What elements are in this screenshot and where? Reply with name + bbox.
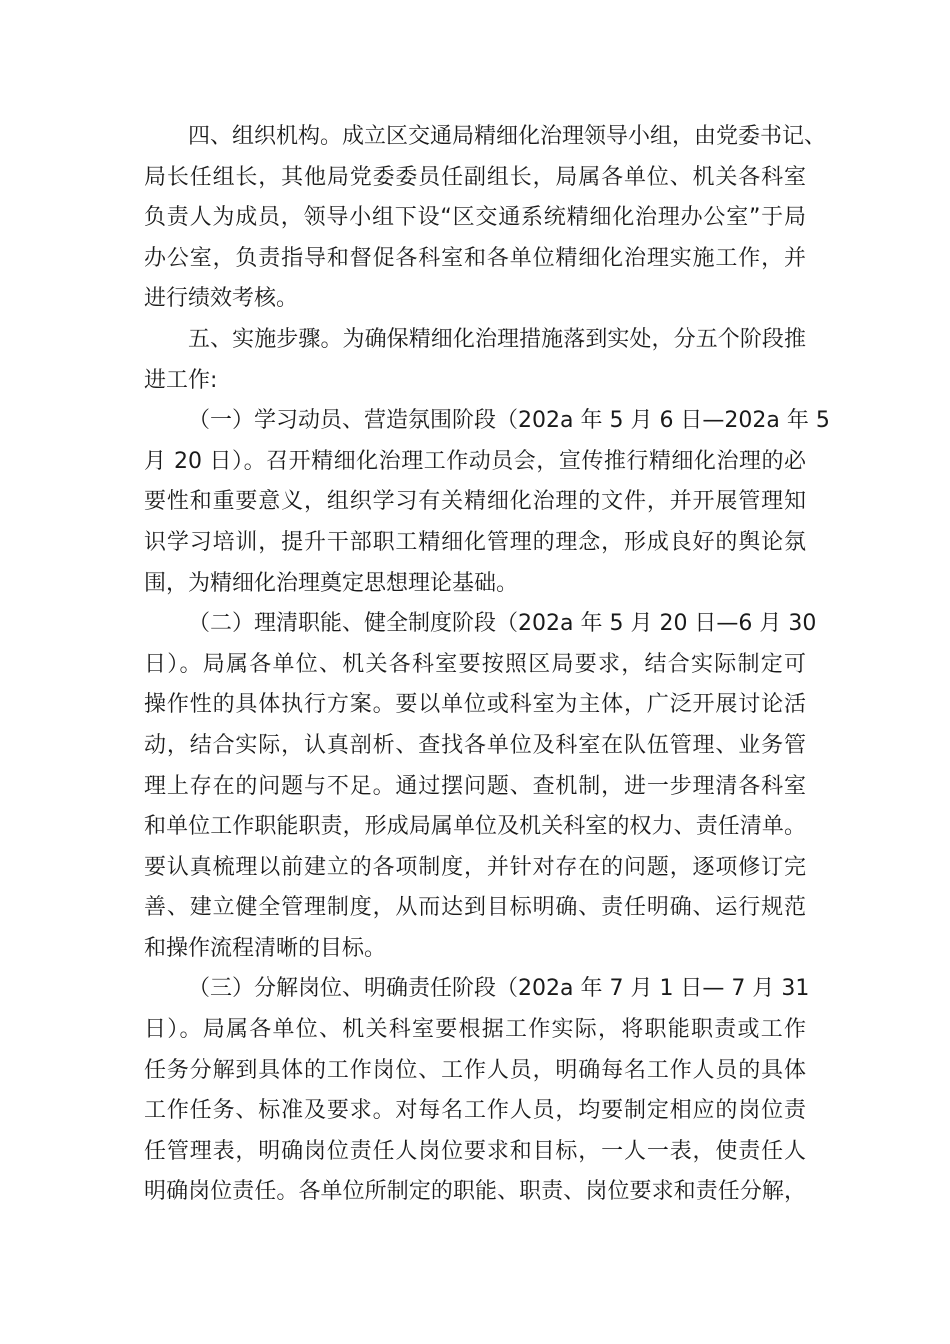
text-line: 理上存在的问题与不足。通过摆问题、查机制，进一步理清各科室 (144, 773, 806, 799)
text-line: （一）学习动员、营造氛围阶段（202a 年 5 月 6 日—202a 年 5 (188, 408, 830, 434)
text-line: 和操作流程清晰的目标。 (144, 935, 387, 961)
paragraph-implementation-steps (144, 320, 806, 401)
paragraph-step-3 (144, 969, 810, 1213)
text-line: 任务分解到具体的工作岗位、工作人员，明确每名工作人员的具体 (144, 1057, 806, 1083)
text-line: 善、建立健全管理制度，从而达到目标明确、责任明确、运行规范 (144, 895, 806, 921)
text-line: 围，为精细化治理奠定思想理论基础。 (144, 570, 519, 596)
text-line: 进工作: (144, 367, 218, 393)
text-line: 日）。局属各单位、机关科室要根据工作实际，将职能职责或工作 (144, 1017, 806, 1043)
text-line: 要性和重要意义，组织学习有关精细化治理的文件，并开展管理知 (144, 489, 806, 515)
text-line: 月 20 日）。召开精细化治理工作动员会，宣传推行精细化治理的必 (144, 448, 806, 474)
document-body (144, 117, 830, 1213)
text-line: 办公室，负责指导和督促各科室和各单位精细化治理实施工作，并 (144, 245, 806, 271)
text-line: 负责人为成员，领导小组下设“区交通系统精细化治理办公室”于局 (144, 205, 806, 231)
text-line: （二）理清职能、健全制度阶段（202a 年 5 月 20 日—6 月 30 (188, 611, 817, 637)
text-line: 工作任务、标准及要求。对每名工作人员，均要制定相应的岗位责 (144, 1098, 806, 1124)
text-line: 日）。局属各单位、机关各科室要按照区局要求，结合实际制定可 (144, 651, 806, 677)
paragraph-step-2 (144, 604, 817, 969)
text-line: 明确岗位责任。各单位所制定的职能、职责、岗位要求和责任分解， (144, 1179, 806, 1205)
text-line: 和单位工作职能职责，形成局属单位及机关科室的权力、责任清单。 (144, 814, 806, 840)
text-line: 识学习培训，提升干部职工精细化管理的理念，形成良好的舆论氛 (144, 529, 806, 555)
text-line: 任管理表，明确岗位责任人岗位要求和目标，一人一表，使责任人 (144, 1138, 806, 1164)
text-line: 要认真梳理以前建立的各项制度，并针对存在的问题，逐项修订完 (144, 854, 806, 880)
text-line: 操作性的具体执行方案。要以单位或科室为主体，广泛开展讨论活 (144, 692, 806, 718)
text-line: 四、组织机构。成立区交通局精细化治理领导小组，由党委书记、 (188, 124, 827, 149)
paragraph-organization (144, 117, 827, 320)
text-line: 局长任组长，其他局党委委员任副组长，局属各单位、机关各科室 (144, 164, 806, 190)
text-line: 五、实施步骤。为确保精细化治理措施落到实处，分五个阶段推 (188, 326, 806, 352)
paragraph-step-1 (144, 401, 830, 604)
text-line: 进行绩效考核。 (144, 286, 299, 312)
text-line: （三）分解岗位、明确责任阶段（202a 年 7 月 1 日— 7 月 31 (188, 976, 810, 1002)
text-line: 动，结合实际，认真剖析、查找各单位及科室在队伍管理、业务管 (144, 732, 806, 758)
